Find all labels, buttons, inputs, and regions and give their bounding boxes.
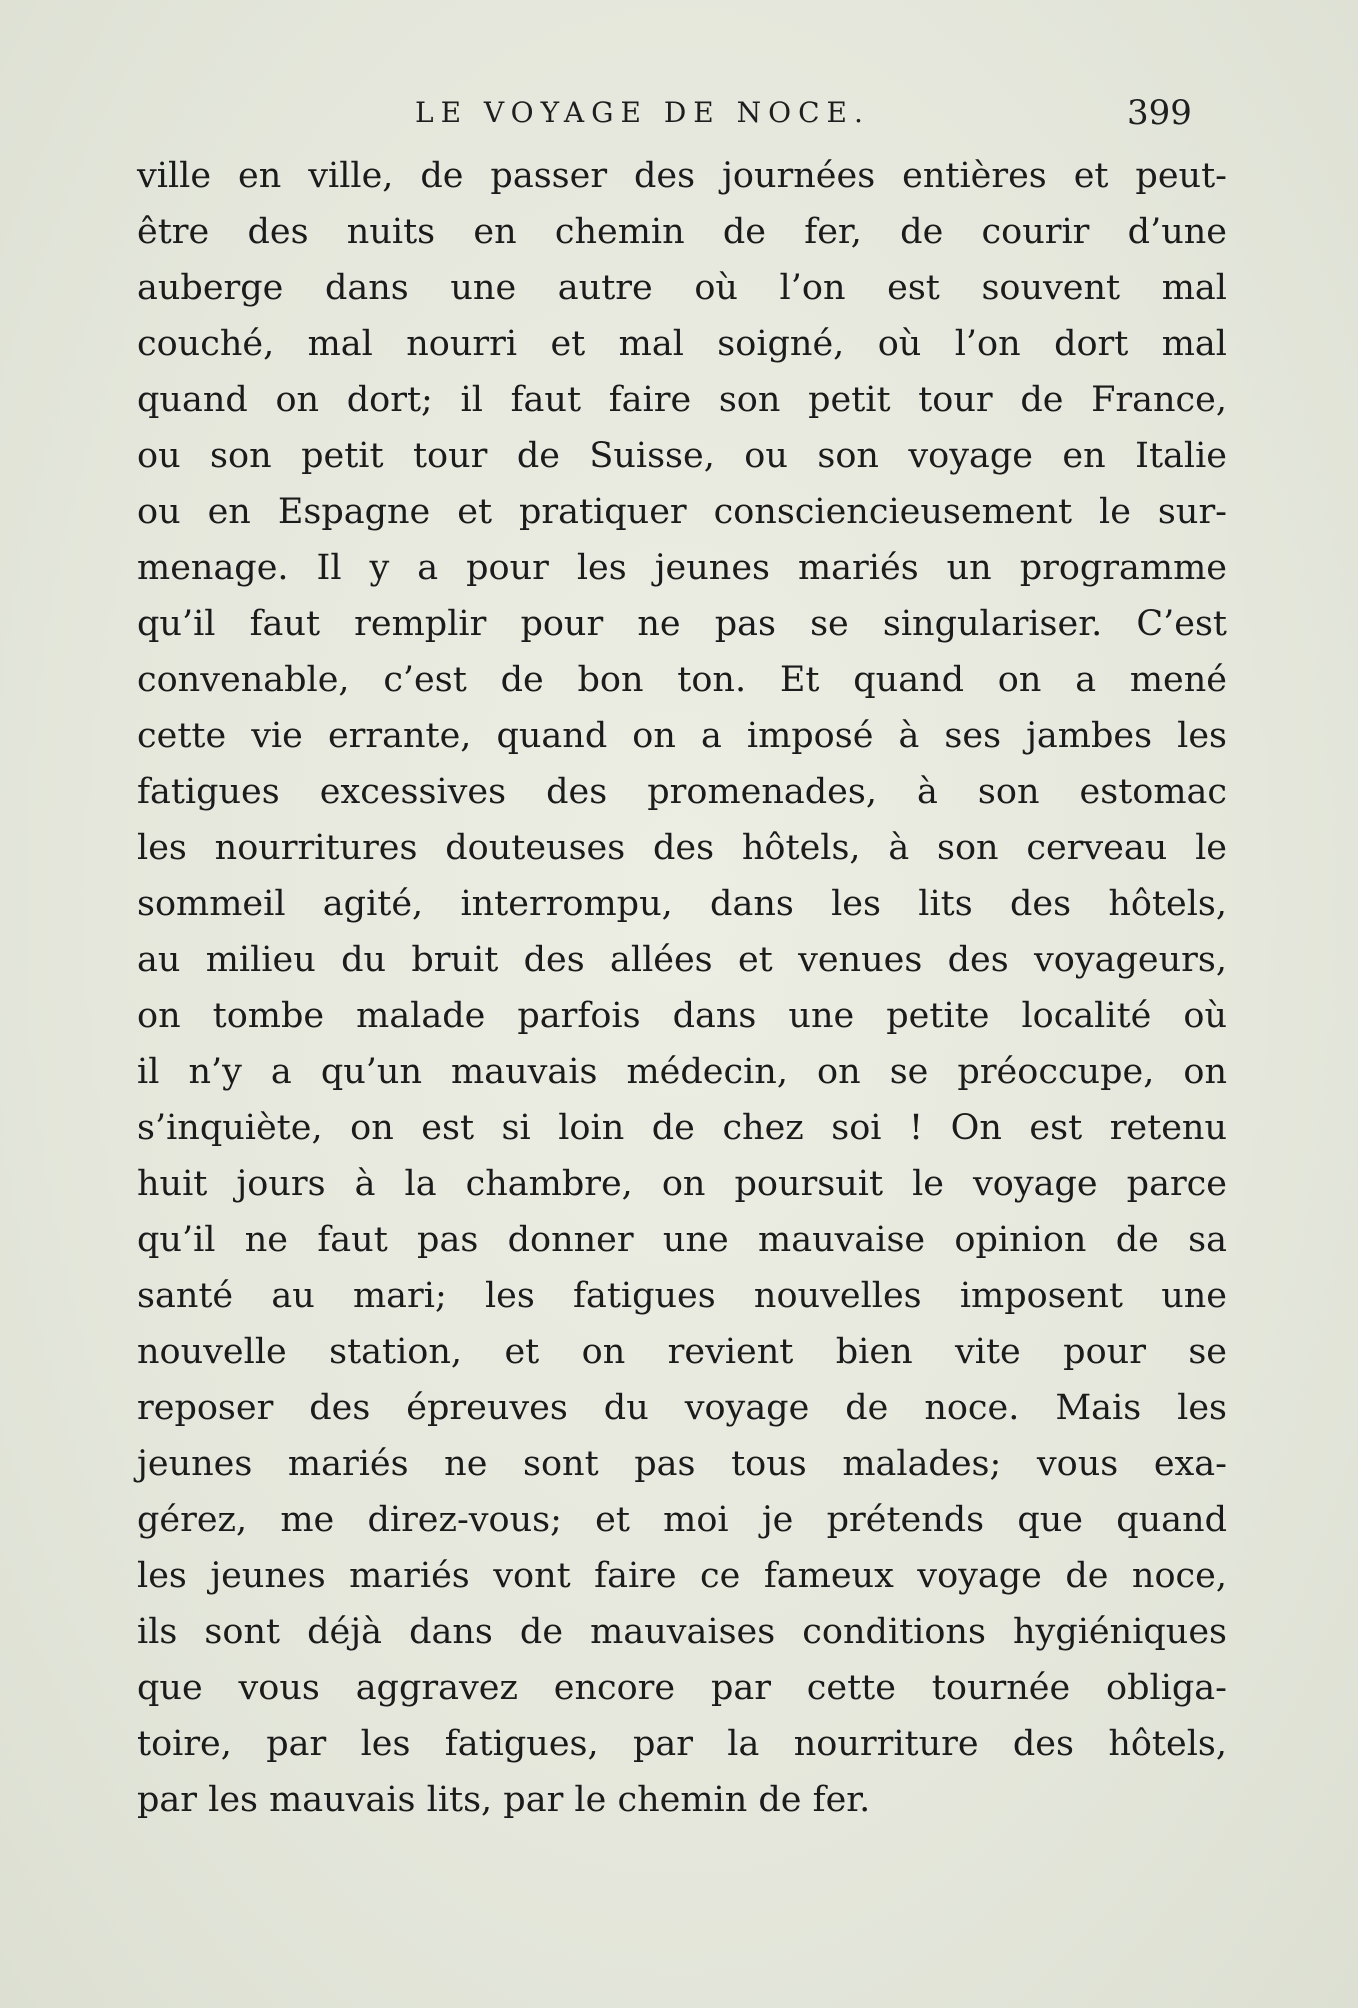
text-line: auberge dans une autre où l’on est souvent mal — [137, 268, 1227, 308]
text-line: les nourritures douteuses des hôtels, à son cerveau le — [137, 828, 1227, 868]
text-line: on tombe malade parfois dans une petite localité où — [137, 996, 1227, 1036]
text-line: toire, par les fatigues, par la nourriture des hôtels, — [137, 1724, 1227, 1764]
text-line: ils sont déjà dans de mauvaises conditions hygiéniques — [137, 1612, 1227, 1652]
text-line: huit jours à la chambre, on poursuit le voyage parce — [137, 1164, 1227, 1204]
text-line: cette vie errante, quand on a imposé à ses jambes les — [137, 716, 1227, 756]
running-title: LE VOYAGE DE NOCE. — [415, 96, 870, 129]
running-head — [0, 88, 1358, 138]
text-line: que vous aggravez encore par cette tournée obliga- — [137, 1668, 1227, 1708]
text-line: nouvelle station, et on revient bien vite pour se — [137, 1332, 1227, 1372]
text-line: qu’il ne faut pas donner une mauvaise opinion de sa — [137, 1220, 1227, 1260]
text-line: les jeunes mariés vont faire ce fameux voyage de noce, — [137, 1556, 1227, 1596]
text-line: ou son petit tour de Suisse, ou son voyage en Italie — [137, 436, 1227, 476]
text-line: fatigues excessives des promenades, à son estomac — [137, 772, 1227, 812]
text-line: au milieu du bruit des allées et venues des voyageurs, — [137, 940, 1227, 980]
text-line: ville en ville, de passer des journées entières et peut- — [137, 156, 1227, 196]
text-line: couché, mal nourri et mal soigné, où l’on dort mal — [137, 324, 1227, 364]
text-line: par les mauvais lits, par le chemin de fer. — [137, 1780, 871, 1820]
text-line: qu’il faut remplir pour ne pas se singulariser. C’est — [137, 604, 1227, 644]
text-line: jeunes mariés ne sont pas tous malades; vous exa- — [137, 1444, 1227, 1484]
text-line: s’inquiète, on est si loin de chez soi ! On est retenu — [137, 1108, 1227, 1148]
text-line: menage. Il y a pour les jeunes mariés un programme — [137, 548, 1227, 588]
text-line: il n’y a qu’un mauvais médecin, on se préoccupe, on — [137, 1052, 1227, 1092]
page-number: 399 — [1127, 93, 1192, 133]
text-line: reposer des épreuves du voyage de noce. Mais les — [137, 1388, 1227, 1428]
text-line: gérez, me direz-vous; et moi je prétends que quand — [137, 1500, 1227, 1540]
text-line: convenable, c’est de bon ton. Et quand on a mené — [137, 660, 1227, 700]
text-line: sommeil agité, interrompu, dans les lits des hôtels, — [137, 884, 1227, 924]
text-line: être des nuits en chemin de fer, de courir d’une — [137, 212, 1227, 252]
text-line: quand on dort; il faut faire son petit tour de France, — [137, 380, 1227, 420]
text-line: ou en Espagne et pratiquer consciencieusement le sur- — [137, 492, 1227, 532]
text-line: santé au mari; les fatigues nouvelles imposent une — [137, 1276, 1227, 1316]
body-text — [137, 148, 1227, 1828]
